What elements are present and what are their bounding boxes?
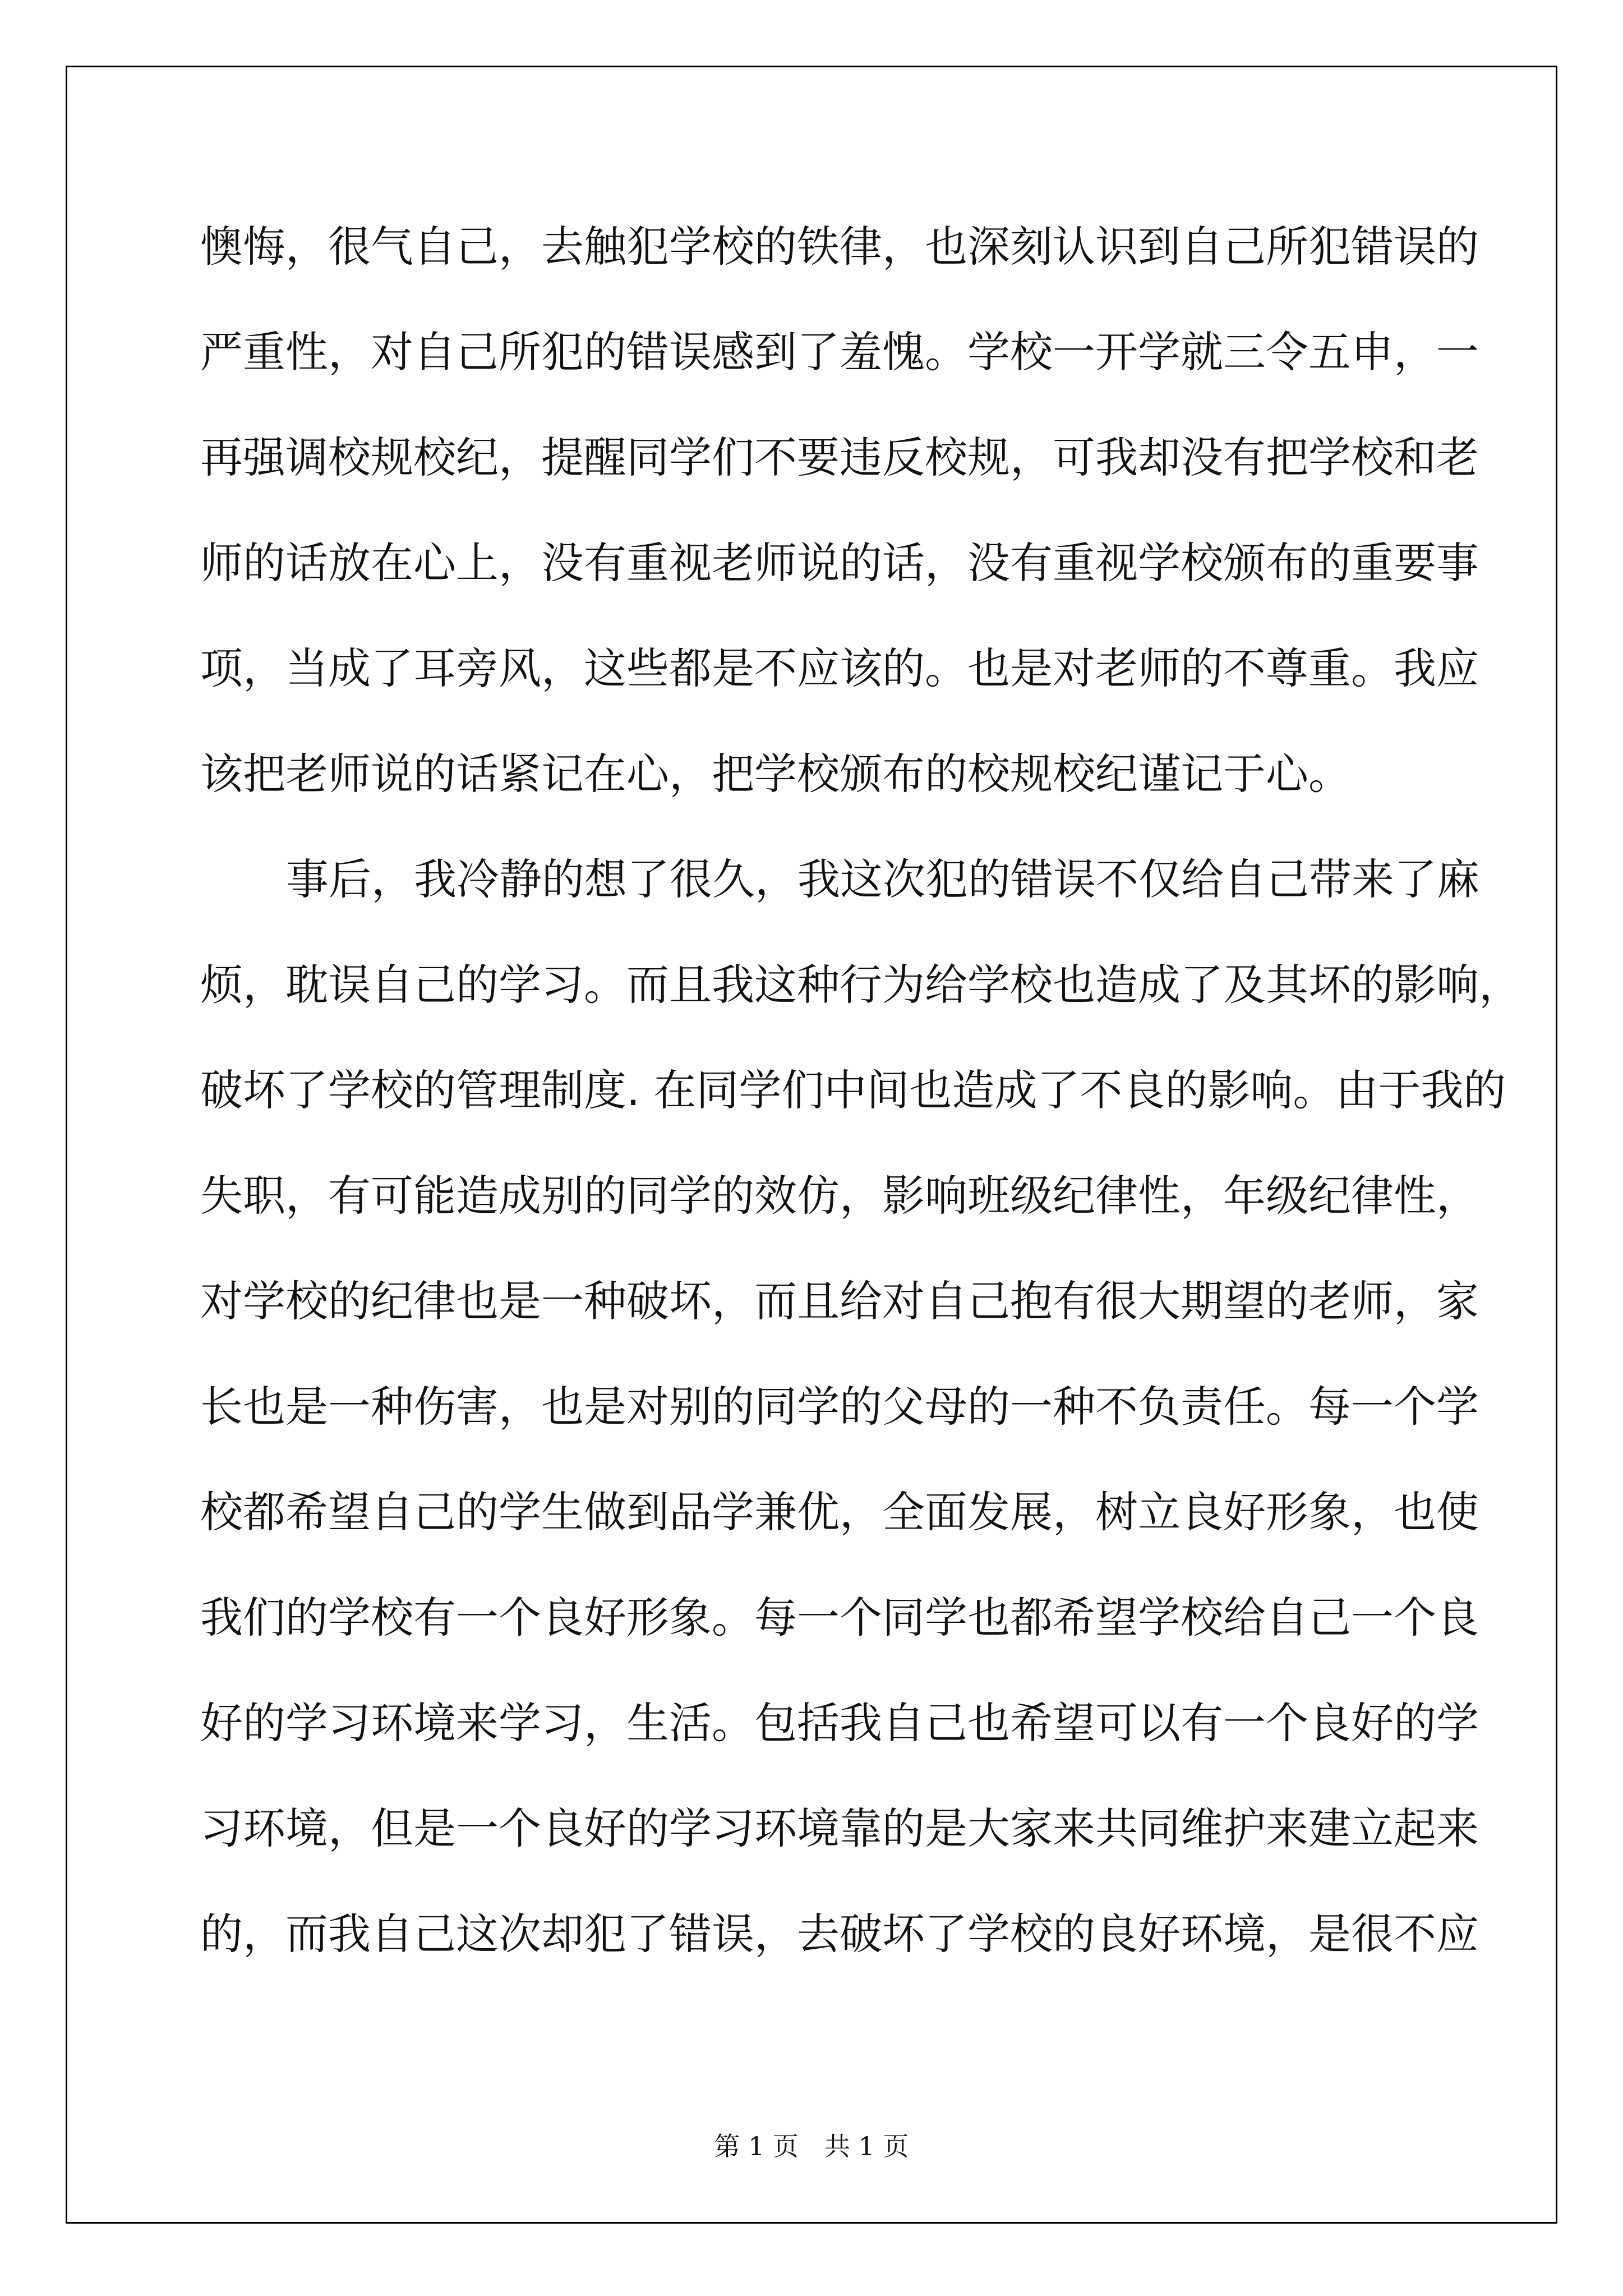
page-number-footer: 第 1 页 共 1 页 xyxy=(714,2131,909,2161)
text-line-5: 项，当成了耳旁风，这些都是不应该的。也是对老师的不尊重。我应 xyxy=(200,643,1479,693)
text-line-13: 校都希望自己的学生做到品学兼优，全面发展，树立良好形象，也使 xyxy=(200,1487,1479,1537)
text-line-4: 师的话放在心上，没有重视老师说的话，没有重视学校颁布的重要事 xyxy=(200,538,1479,588)
text-line-14: 我们的学校有一个良好形象。每一个同学也都希望学校给自己一个良 xyxy=(200,1593,1479,1642)
text-line-12: 长也是一种伤害，也是对别的同学的父母的一种不负责任。每一个学 xyxy=(200,1382,1479,1432)
text-line-10: 失职，有可能造成别的同学的效仿，影响班级纪律性，年级纪律性， xyxy=(200,1171,1479,1221)
text-line-16: 习环境，但是一个良好的学习环境靠的是大家来共同维护来建立起来 xyxy=(200,1803,1479,1853)
text-line-11: 对学校的纪律也是一种破坏，而且给对自己抱有很大期望的老师，家 xyxy=(200,1276,1479,1326)
text-line-6: 该把老师说的话紧记在心，把学校颁布的校规校纪谨记于心。 xyxy=(200,749,1351,799)
text-line-7: 事后，我冷静的想了很久，我这次犯的错误不仅给自己带来了麻 xyxy=(286,854,1479,904)
page-frame xyxy=(66,66,1557,2224)
text-line-1: 懊悔，很气自己，去触犯学校的铁律，也深刻认识到自己所犯错误的 xyxy=(200,222,1479,272)
text-line-17: 的，而我自己这次却犯了错误，去破坏了学校的良好环境，是很不应 xyxy=(200,1909,1479,1959)
text-line-8: 烦，耽误自己的学习。而且我这种行为给学校也造成了及其坏的影响， xyxy=(200,960,1521,1010)
text-line-2: 严重性，对自己所犯的错误感到了羞愧。学校一开学就三令五申，一 xyxy=(200,327,1479,377)
text-line-9: 破坏了学校的管理制度. 在同学们中间也造成了不良的影响。由于我的 xyxy=(200,1065,1506,1115)
text-line-3: 再强调校规校纪，提醒同学们不要违反校规，可我却没有把学校和老 xyxy=(200,432,1479,482)
text-line-15: 好的学习环境来学习，生活。包括我自己也希望可以有一个良好的学 xyxy=(200,1698,1479,1748)
